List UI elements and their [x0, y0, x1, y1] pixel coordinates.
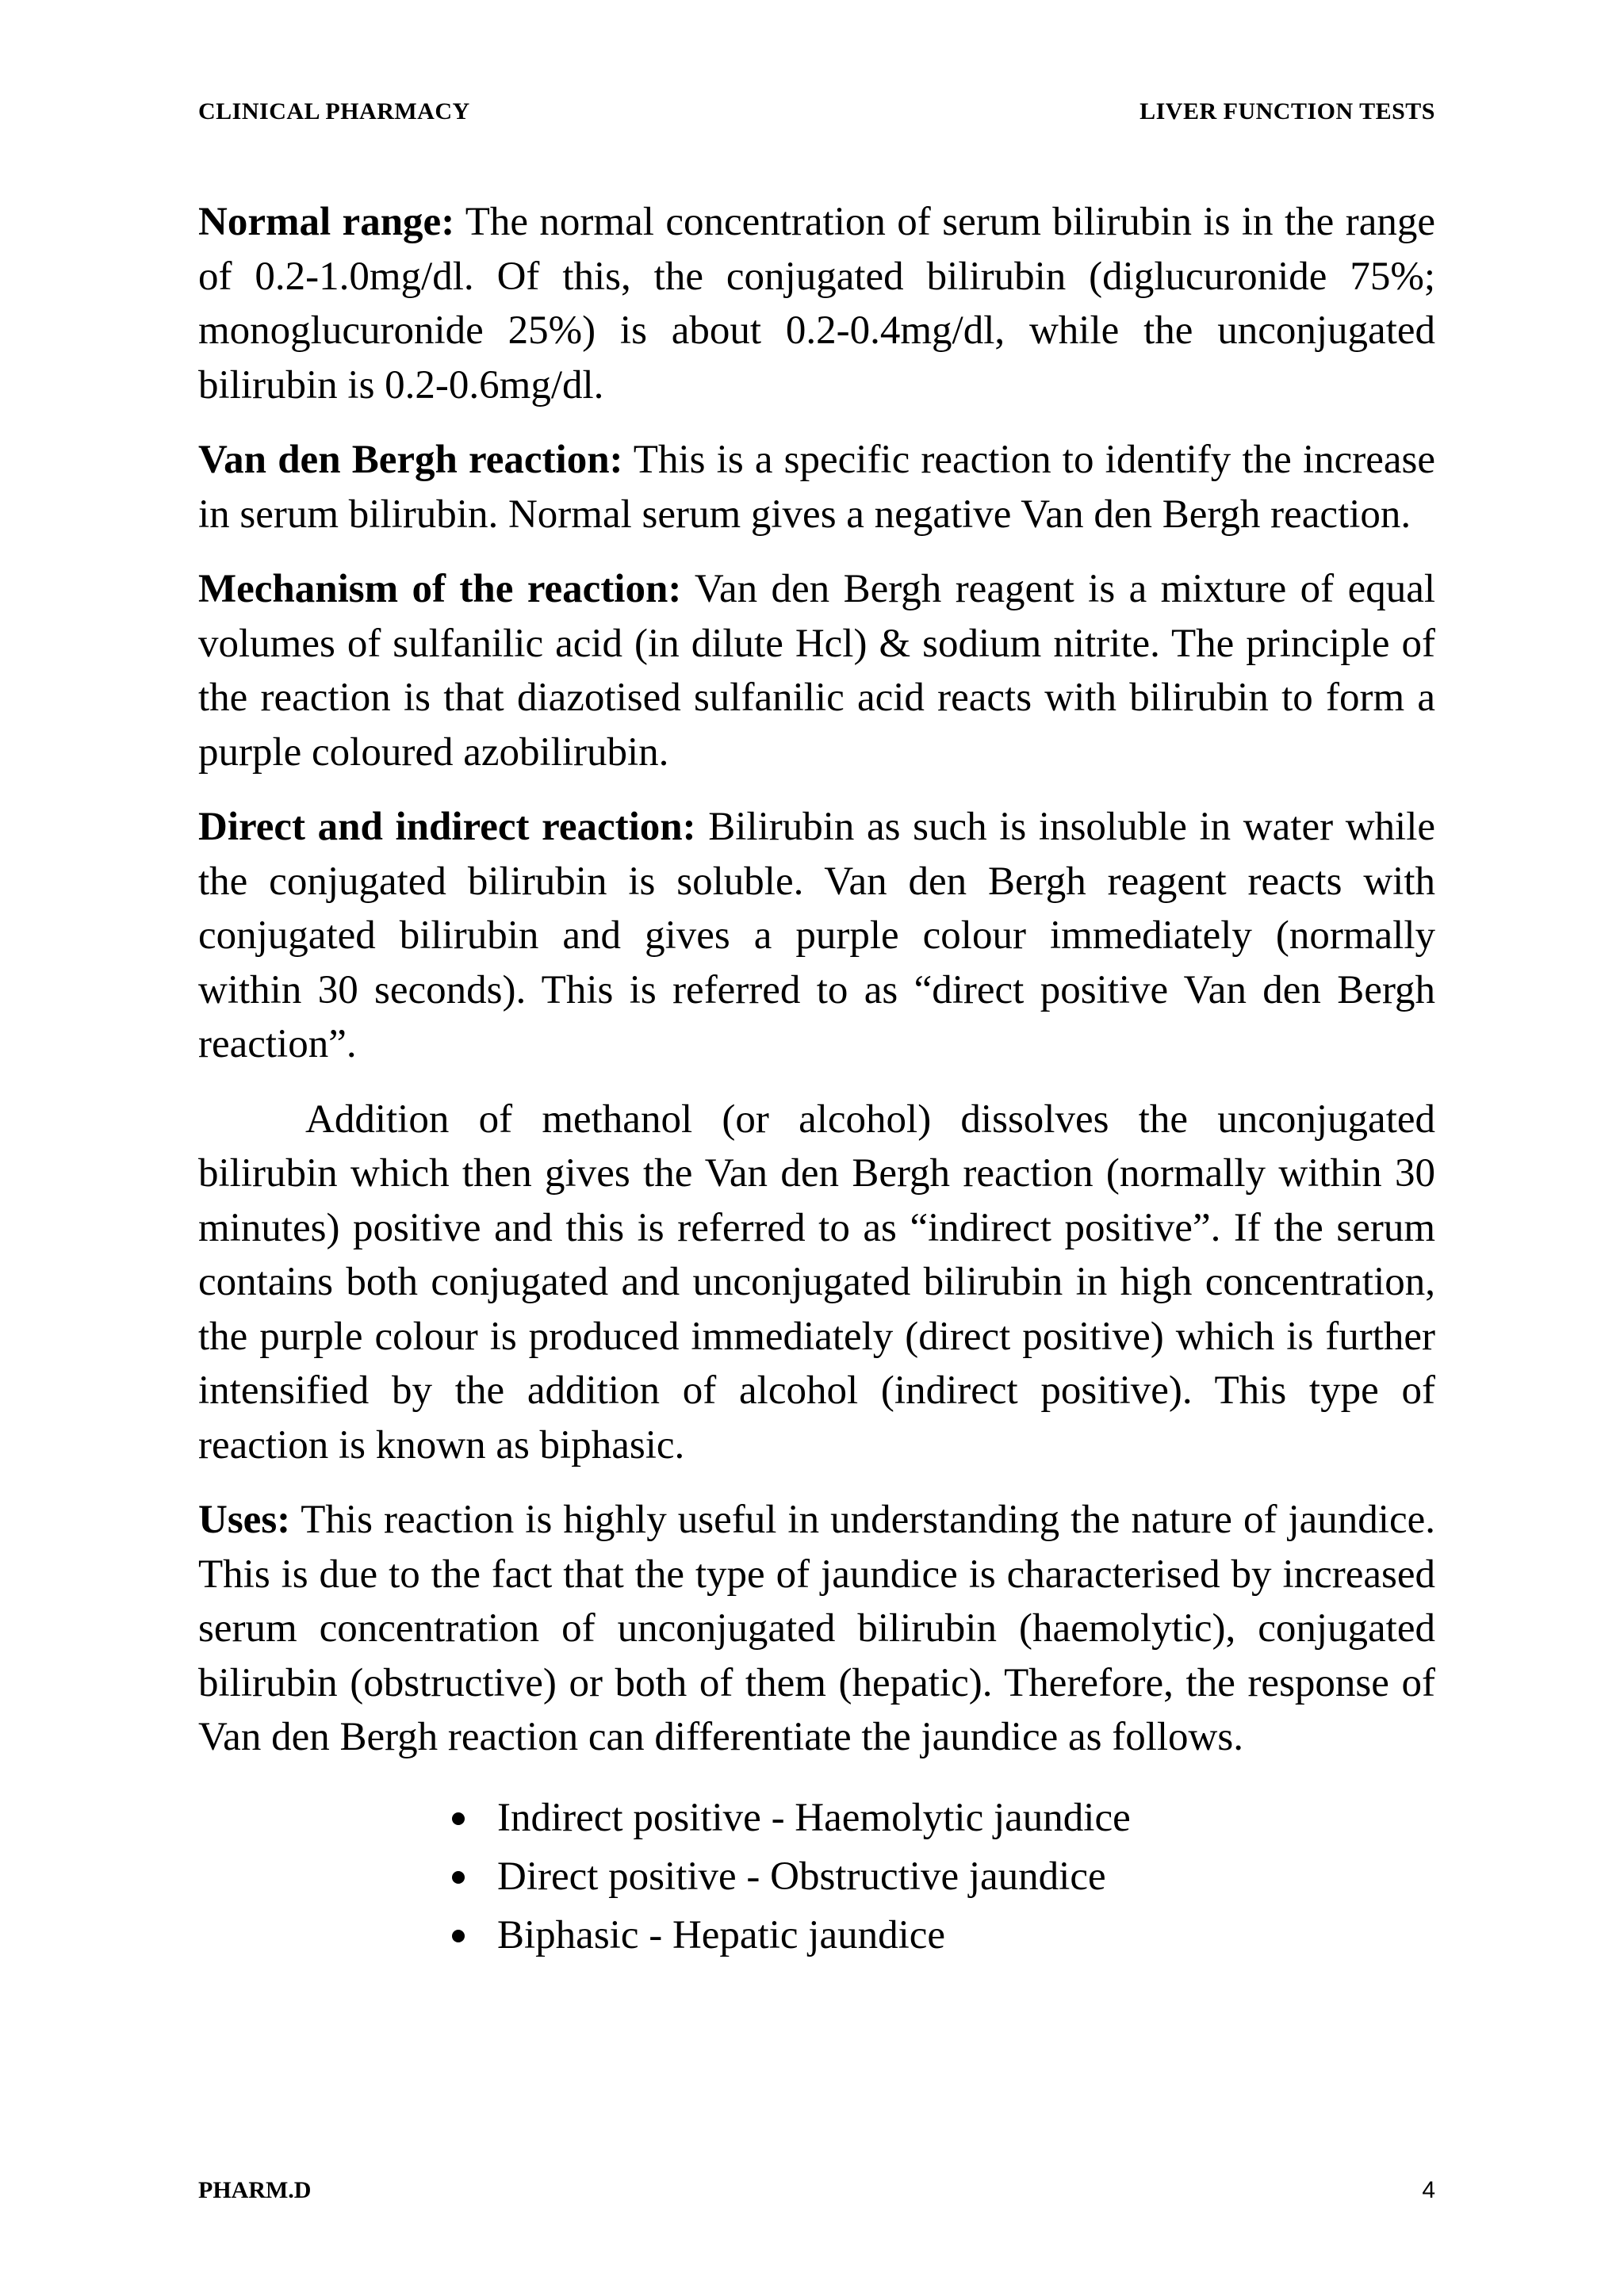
heading-mechanism: Mechanism of the reaction: [198, 567, 682, 611]
text-van-den-bergh: This is a specific reaction to identify the increase in serum bilirubin. Normal serum gives a negative Van den Bergh reaction. [198, 438, 1435, 537]
heading-uses: Uses: [198, 1498, 291, 1542]
text-methanol: Addition of methanol (or alcohol) dissolves the unconjugated bilirubin which then gives the Van den Bergh reaction (normally within 30 minutes) positive and this is referred to as “indirect positive”. If the serum contains both conjugated and unconjugated bilirubin in high concentration, the purple colour is produced immediately (direct positive) which is further intensified by the addition of alcohol (indirect positive). This type of reaction is known as biphasic. [198, 1096, 1435, 1468]
heading-direct-indirect: Direct and indirect reaction: [198, 805, 696, 849]
text-mechanism: Van den Bergh reagent is a mixture of equal volumes of sulfanilic acid (in dilute Hcl) & sodium nitrite. The principle of the reaction is that diazotised sulfanilic acid reacts with bilirubin to form a purple coloured azobilirubin. [198, 567, 1436, 775]
list-item-text: Indirect positive - Haemolytic jaundice [497, 1795, 1131, 1840]
page-header [198, 98, 1435, 133]
paragraph-normal-range [198, 195, 1435, 412]
heading-van-den-bergh: Van den Bergh reaction: [198, 438, 623, 482]
paragraph-van-den-bergh [198, 433, 1435, 541]
page-footer [198, 2177, 1435, 2212]
text-normal-range: The normal concentration of serum bilirubin is in the range of 0.2-1.0mg/dl. Of this, the conjugated bilirubin (diglucuronide 75%; monoglucuronide 25%) is about 0.2-0.4mg/dl, while the unconjugated bilirubin is 0.2-0.6mg/dl. [198, 200, 1435, 408]
bullet-icon [452, 1930, 465, 1942]
paragraph-direct-indirect [198, 800, 1435, 1072]
paragraph-methanol [198, 1093, 1435, 1473]
bullet-icon [452, 1871, 465, 1884]
list-item [452, 1847, 1435, 1906]
header-course-title: CLINICAL PHARMACY [198, 98, 470, 124]
heading-normal-range: Normal range: [198, 200, 455, 244]
footer-program: PHARM.D [198, 2177, 312, 2203]
list-item [452, 1789, 1435, 1847]
text-uses: This reaction is highly useful in understanding the nature of jaundice. This is due to the fact that the type of jaundice is characterised by increased serum concentration of unconjugated bilirubin (haemolytic), conjugated bilirubin (obstructive) or both of them (hepatic). Therefore, the response of Van den Bergh reaction can differentiate the jaundice as follows. [198, 1498, 1435, 1759]
paragraph-uses [198, 1493, 1435, 1765]
jaundice-type-list [198, 1789, 1435, 1965]
header-chapter-title: LIVER FUNCTION TESTS [1139, 98, 1435, 124]
list-item-text: Direct positive - Obstructive jaundice [497, 1854, 1106, 1899]
list-item [452, 1906, 1435, 1965]
page-body [198, 195, 1435, 1965]
paragraph-mechanism [198, 562, 1435, 779]
bullet-icon [452, 1812, 465, 1825]
text-direct-indirect: Bilirubin as such is insoluble in water while the conjugated bilirubin is soluble. Van den Bergh reagent reacts with conjugated bilirubin and gives a purple colour immediately (normally within 30 seconds). This is referred to as “direct positive Van den Bergh reaction”. [198, 805, 1435, 1066]
list-item-text: Biphasic - Hepatic jaundice [497, 1912, 946, 1957]
page-number: 4 [1422, 2177, 1435, 2203]
